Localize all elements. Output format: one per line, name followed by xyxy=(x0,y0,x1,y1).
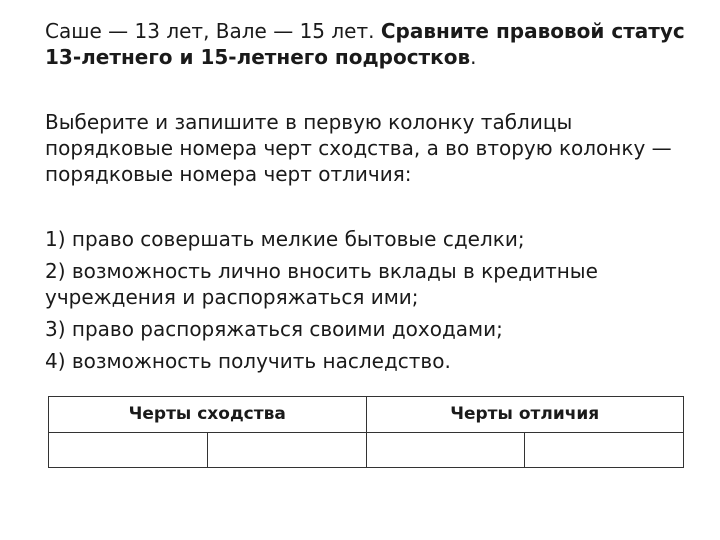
answer-cell-similarity-2[interactable] xyxy=(207,432,366,468)
intro-period: . xyxy=(470,45,477,69)
options-list xyxy=(45,226,685,380)
answer-table-header-row xyxy=(49,397,684,433)
answer-table xyxy=(48,396,684,468)
header-differences: Черты отличия xyxy=(366,397,684,433)
answer-cell-difference-1[interactable] xyxy=(366,432,525,468)
option-item-1: 1) право совершать мелкие бытовые сделки; xyxy=(45,227,525,251)
intro-task-bold: Сравните правовой статус 13-летнего и 15-летнего подростков xyxy=(45,19,685,69)
option-item-4: 4) возможность получить наследство. xyxy=(45,349,451,373)
task-instruction: Выберите и запишите в первую колонку таблицы порядковые номера черт сходства, а во вторую колонку — порядковые номера черт отличия: xyxy=(45,110,672,186)
header-similarities: Черты сходства xyxy=(49,397,367,433)
option-item-3: 3) право распоряжаться своими доходами; xyxy=(45,317,503,341)
answer-table-row xyxy=(49,432,684,468)
option-item-2: 2) возможность лично вносить вклады в кредитные учреждения и распоряжаться ими; xyxy=(45,259,598,309)
intro-text: Саше — 13 лет, Вале — 15 лет. xyxy=(45,19,381,43)
task-intro xyxy=(45,18,685,70)
answer-cell-similarity-1[interactable] xyxy=(49,432,208,468)
answer-cell-difference-2[interactable] xyxy=(525,432,684,468)
